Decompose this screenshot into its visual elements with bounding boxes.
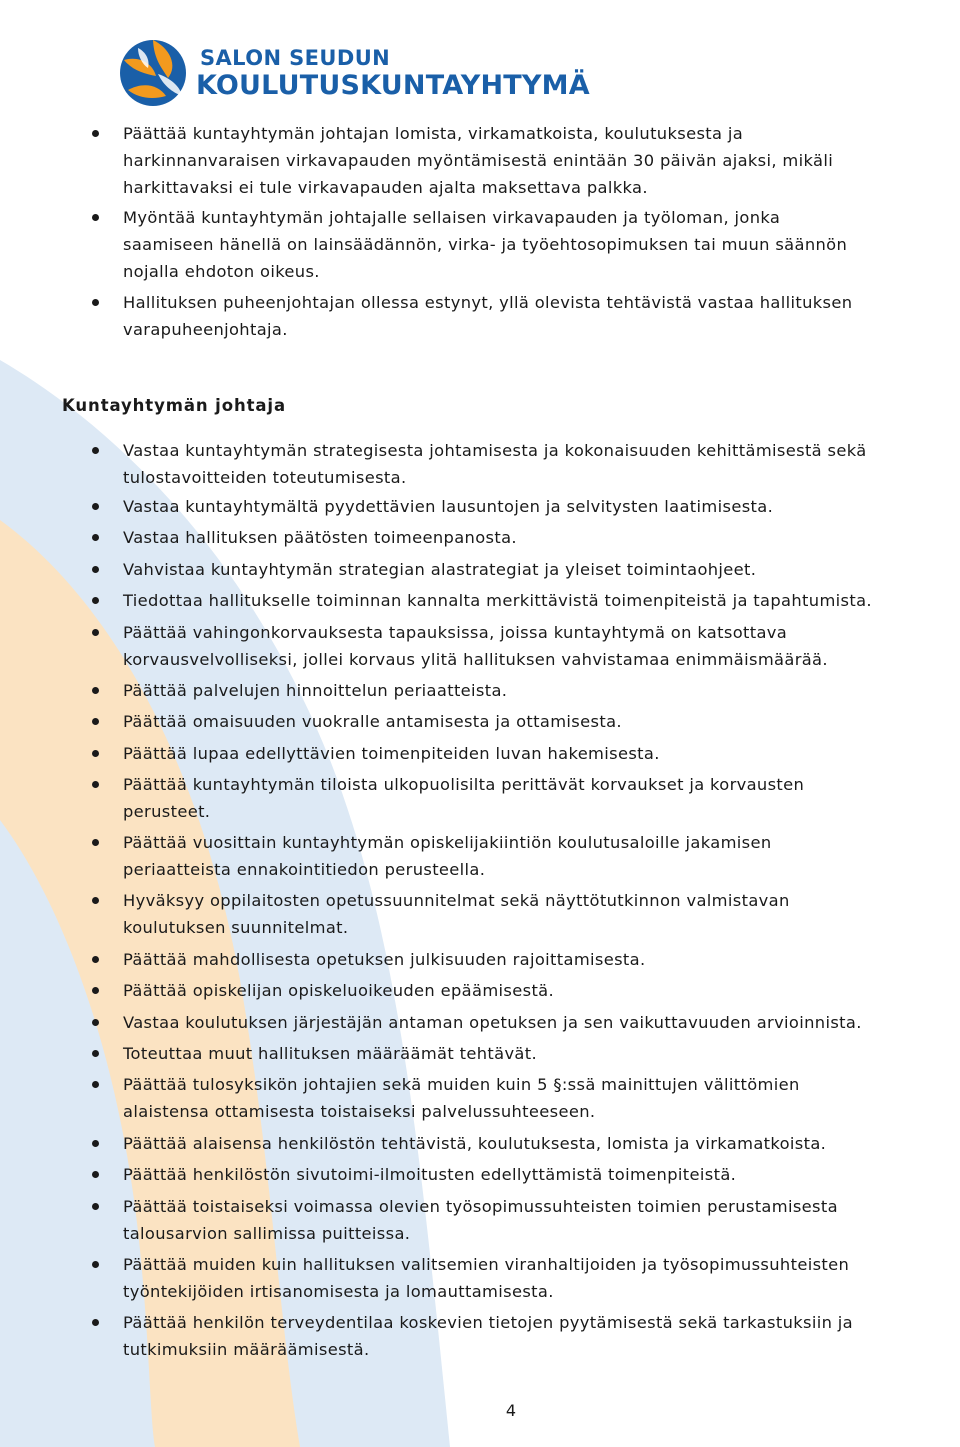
list-item-text: Hyväksyy oppilaitosten opetussuunnitelmat sekä näyttötutkinnon valmistavan koulutuksen suunnitelmat. [123,891,790,937]
bullet-icon [92,1019,99,1026]
bullet-icon [92,718,99,725]
bullet-icon [92,1319,99,1326]
bullet-icon [92,566,99,573]
bullet-icon [92,503,99,510]
list-item-text: Päättää mahdollisesta opetuksen julkisuuden rajoittamisesta. [123,950,646,969]
list-item-text: Päättää palvelujen hinnoittelun periaatteista. [123,681,508,700]
bullet-icon [92,130,99,137]
list-item-text: Tiedottaa hallitukselle toiminnan kannalta merkittävistä toimenpiteistä ja tapahtumista. [123,591,872,610]
list-item-text: Hallituksen puheenjohtajan ollessa estynyt, yllä olevista tehtävistä vastaa hallituksen varapuheenjohtaja. [123,293,853,339]
list-item-text: Päättää omaisuuden vuokralle antamisesta ja ottamisesta. [123,712,622,731]
bullet-icon [92,1171,99,1178]
list-item-text: Päättää opiskelijan opiskeluoikeuden epäämisestä. [123,981,555,1000]
list-item-text: Päättää vahingonkorvauksesta tapauksissa, joissa kuntayhtymä on katsottava korvausvelvolliseksi, jollei korvaus ylitä hallituksen vahvistamaa enimmäismäärää. [123,623,828,669]
list-item-text: Päättää kuntayhtymän tiloista ulkopuolisilta perittävät korvaukset ja korvausten perusteet. [123,775,805,821]
bullet-icon [92,629,99,636]
list-item-text: Päättää lupaa edellyttävien toimenpiteiden luvan hakemisesta. [123,744,660,763]
list-item-text: Vastaa hallituksen päätösten toimeenpanosta. [123,528,517,547]
list-item-text: Vahvistaa kuntayhtymän strategian alastrategiat ja yleiset toimintaohjeet. [123,560,757,579]
list-item-text: Myöntää kuntayhtymän johtajalle sellaisen virkavapauden ja työloman, jonka saamiseen hänellä on lainsäädännön, virka- ja työehtosopimuksen tai muun säännön nojalla ehdoton oikeus. [123,208,848,281]
bullet-icon [92,597,99,604]
list-item-text: Toteuttaa muut hallituksen määräämät tehtävät. [123,1044,538,1063]
bullet-icon [92,687,99,694]
list-item-text: Vastaa kuntayhtymältä pyydettävien lausuntojen ja selvitysten laatimisesta. [123,497,774,516]
bullet-icon [92,1203,99,1210]
bullet-icon [92,781,99,788]
logo-emblem-icon [118,38,188,108]
bullet-icon [92,447,99,454]
bullet-icon [92,987,99,994]
section-heading: Kuntayhtymän johtaja [62,396,287,415]
bullet-icon [92,839,99,846]
bullet-icon [92,214,99,221]
bullet-icon [92,956,99,963]
bullet-icon [92,1140,99,1147]
list-item-text: Päättää vuosittain kuntayhtymän opiskelijakiintiön koulutusaloille jakamisen periaatteista ennakointitiedon perusteella. [123,833,772,879]
list-item-text: Päättää henkilön terveydentilaa koskevien tietojen pyytämisestä sekä tarkastuksiin ja tutkimuksiin määräämisestä. [123,1313,853,1359]
logo-wordmark [196,45,590,101]
logo-line2: KOULUTUSKUNTAYHTYMÄ [196,69,590,101]
list-item-text: Päättää toistaiseksi voimassa olevien työsopimussuhteisten toimien perustamisesta talousarvion sallimissa puitteissa. [123,1197,838,1243]
header [118,38,590,108]
bullet-icon [92,750,99,757]
list-item-text: Päättää tulosyksikön johtajien sekä muiden kuin 5 §:ssä mainittujen välittömien alaistensa ottamisesta toistaiseksi palvelussuhteeseen. [123,1075,800,1121]
list-item-text: Päättää henkilöstön sivutoimi-ilmoitusten edellyttämistä toimenpiteistä. [123,1165,737,1184]
list-item-text: Päättää muiden kuin hallituksen valitsemien viranhaltijoiden ja työsopimussuhteisten työntekijöiden irtisanomisesta ja lomauttamisesta. [123,1255,850,1301]
list-item-text: Päättää kuntayhtymän johtajan lomista, virkamatkoista, koulutuksesta ja harkinnanvaraisen virkavapauden myöntämisestä enintään 30 päivän ajaksi, mikäli harkittavaksi ei tule virkavapauden ajalta maksettava palkka. [123,124,834,197]
bullet-icon [92,299,99,306]
logo-line1: SALON SEUDUN [200,45,391,70]
bullet-icon [92,1081,99,1088]
bullet-icon [92,1050,99,1057]
list-item-text: Vastaa koulutuksen järjestäjän antaman opetuksen ja sen vaikuttavuuden arvioinnista. [123,1013,862,1032]
bullet-icon [92,1261,99,1268]
bullet-icon [92,897,99,904]
list-item-text: Vastaa kuntayhtymän strategisesta johtamisesta ja kokonaisuuden kehittämisestä sekä tulostavoitteiden toteutumisesta. [123,441,867,487]
list-item-text: Päättää alaisensa henkilöstön tehtävistä, koulutuksesta, lomista ja virkamatkoista. [123,1134,827,1153]
bullet-icon [92,534,99,541]
page-number: 4 [505,1401,517,1420]
